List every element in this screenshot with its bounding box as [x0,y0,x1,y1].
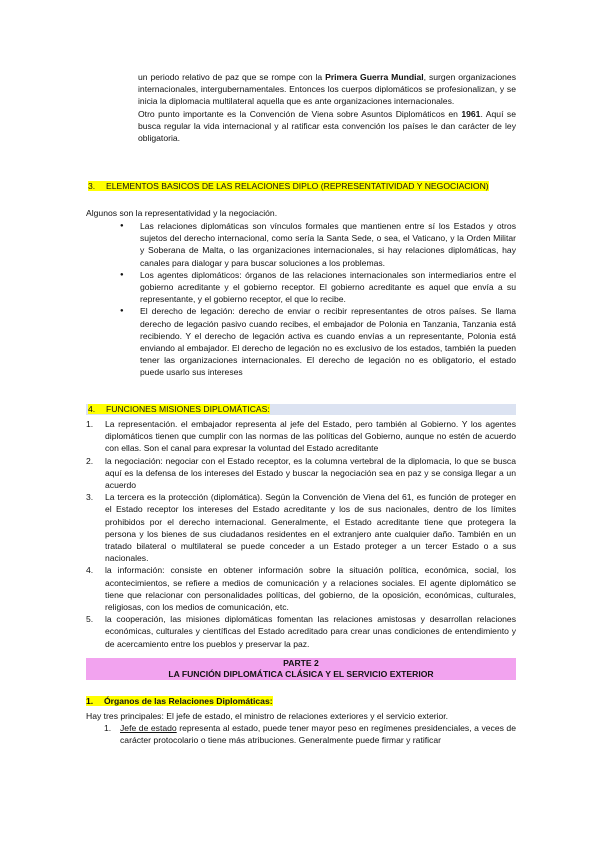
list-item [86,455,516,492]
list-item: ● Los agentes diplomáticos: órganos de las relaciones internacionales son intermediarios entre el gobierno acreditante y el gobierno receptor. El gobierno acreditante es aquel que envía a su representante, y el gobierno receptor, el que lo recibe. [120,269,516,306]
item-number: 1. [104,723,112,733]
intro-text: un periodo relativo de paz que se rompe con la [138,72,326,82]
section-4-heading [86,404,516,415]
item-term: Jefe de estado [120,723,177,733]
section-title: ELEMENTOS BASICOS DE LAS RELACIONES DIPLO (REPRESENTATIVIDAD Y NEGOCIACION) [106,181,489,191]
item-text: representa al estado, puede tener mayor peso en regímenes presidenciales, a veces de carácter protocolario o tiene más atribuciones. Generalmente puede firmar y ratificar [120,723,516,746]
section-3-lead: Algunos son la representatividad y la negociación. [86,208,278,218]
intro-text: Otro punto importante es la Convención de Viena sobre Asuntos Diplomáticos en [138,108,462,119]
section-3-heading [86,181,516,192]
list-item [104,722,516,746]
intro-text: . Aquí se busca regular la vida internacional y al ratificar esta convención los países le dan carácter de ley obligatoria. [138,108,516,144]
section-title: FUNCIONES MISIONES DIPLOMÁTICAS: [106,404,270,414]
item-text: La representación. el embajador representa al jefe del Estado, pero también al Gobierno. Y los agentes diplomáticos tienen que cumplir con las normas de las políticas del Gobierno, aunque no estén de acuerdo con ellas. Son el canal para expresar la voluntad del Estado acreditante [105,419,516,454]
section-number: 4. [88,404,96,414]
item-number: 1. [86,419,94,429]
section-1-numbered-list [104,722,516,746]
intro-block [138,71,516,144]
item-number: 5. [86,614,94,625]
list-item [86,613,516,650]
part-label: PARTE 2 [283,658,319,668]
item-text: La tercera es la protección (diplomática). Según la Convención de Viena del 61, es función de proteger en el Estado receptor los intereses del Estado acreditante y los de sus nacionales, dentro de los límites prohibidos por el derecho internacional. Generalmente, el Estado acreditante tiene que protegera la persona y los bienes de sus ciudadanos residentes en el extranjero ante cualquier daño. También en un tratado bilateral o multilateral se puede conceder a un Estado proteger a un tercer Estado o a sus nacionales. [105,492,516,564]
intro-paragraph-2 [138,108,516,145]
section-number: 1. [86,696,94,706]
item-text: la negociación: negociar con el Estado receptor, es la columna vertebral de la diplomacia, lo que se busca aquí es la defensa de los intereses del Estado y buscar la negociación sea en paz y se consiga llegar a un acuerdo [105,455,516,491]
section-1-lead: Hay tres principales: El jefe de estado, el ministro de relaciones exteriores y el servicio exterior. [86,711,449,721]
part-2-banner [86,658,516,680]
list-item [86,418,516,455]
section-3-bullet-list [120,220,516,379]
list-item: ● El derecho de legación: derecho de enviar o recibir representantes de otros países. Se llama derecho de legación pasivo cuando recibes, el embajador de Polonia en Tanzania, Tanzania está recibiendo. Y el derecho de legación activa es cuando envías a un representante, Polonia está enviando al embajador. El derecho de legación no es exclusivo de los estados, también la pueden tener las organizaciones internacionales. El derecho de legación no es obligatorio, el estado puede usarlo sus intereses [120,305,516,378]
list-item: ● Las relaciones diplomáticas son vínculos formales que mantienen entre sí los Estados y otros sujetos del derecho internacional, como sería la Santa Sede, o sea, el Vaticano, y la Orden Militar y Soberana de Malta, o las organizaciones internacionales, si hay relaciones diplomáticas, hay canales para dialogar y para buscar soluciones a los problemas. [120,220,516,269]
item-number: 2. [86,455,94,466]
item-number: 4. [86,565,94,576]
item-text: la información: consiste en obtener información sobre la situación política, económica, social, los acontecimientos, se refiere a medios de comunicación y a relaciones sociales. El agente diplomático se tiene que relacionar con personalidades políticas, del gobierno, de la oposición, económicas, culturales, religiosas, con los medios de comunicación, etc. [105,565,516,613]
part-title: LA FUNCIÓN DIPLOMÁTICA CLÁSICA Y EL SERVICIO EXTERIOR [168,669,434,679]
section-number: 3. [88,181,96,191]
list-item [86,491,516,564]
list-item [86,564,516,613]
section-1-heading [86,696,516,707]
section-title: Órganos de las Relaciones Diplomáticas: [104,696,273,706]
intro-bold-year: 1961 [461,108,481,119]
intro-bold-term: Primera Guerra Mundial [325,72,424,82]
item-number: 3. [86,492,94,503]
intro-text: , surgen organizaciones internacionales, intergubernamentales. Entonces los cuerpos diplomáticos se profesionalizan, y se inicia la diplomacia multilateral aquella que es ante organizaciones internacionales. [138,72,516,107]
item-text: la cooperación, las misiones diplomáticas fomentan las relaciones amistosas y desarrollan relaciones económicas, culturales y científicas del Estado acreditado para crear unas condiciones de entendimiento y de acercamiento entre los pueblos y preservar la paz. [105,614,516,649]
section-4-numbered-list [86,418,516,650]
intro-paragraph-1 [138,71,516,108]
